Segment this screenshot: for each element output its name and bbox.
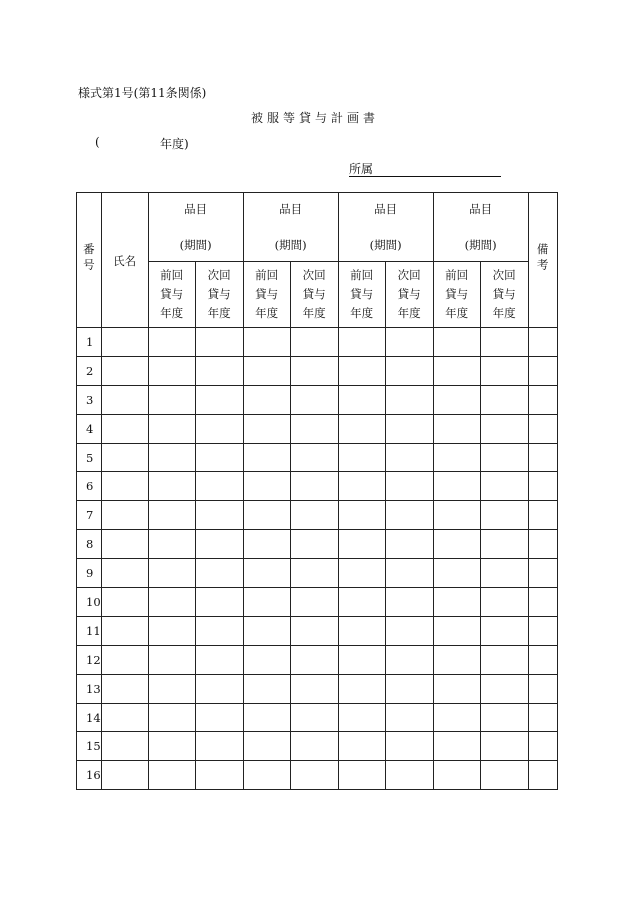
year-cell-blank[interactable] (338, 443, 385, 472)
year-cell-blank[interactable] (243, 732, 290, 761)
item-group-header (433, 193, 528, 262)
sub-header-line: 貸与 (255, 287, 279, 301)
year-cell-blank[interactable] (243, 530, 290, 559)
year-cell-blank[interactable] (480, 328, 528, 357)
row-number: 13 (77, 674, 102, 703)
year-cell-blank[interactable] (385, 703, 433, 732)
year-cell-blank[interactable] (480, 559, 528, 588)
row-number: 3 (77, 385, 102, 414)
sub-header-line: 年度 (492, 306, 516, 320)
table-row (77, 703, 558, 732)
table-row (77, 356, 558, 385)
year-cell-blank[interactable] (148, 645, 195, 674)
sub-header-line: 年度 (302, 306, 326, 320)
name-cell-blank[interactable] (101, 530, 148, 559)
year-cell-blank[interactable] (243, 703, 290, 732)
year-cell-blank[interactable] (243, 414, 290, 443)
row-number: 16 (77, 761, 102, 790)
next-lending-year-header (195, 262, 243, 328)
table-row (77, 501, 558, 530)
year-cell-blank[interactable] (480, 616, 528, 645)
year-cell-blank[interactable] (480, 443, 528, 472)
sub-header-line: 貸与 (207, 287, 231, 301)
year-cell-blank[interactable] (290, 616, 338, 645)
row-number: 12 (77, 645, 102, 674)
sub-header-line: 年度 (445, 306, 469, 320)
year-cell-blank[interactable] (148, 443, 195, 472)
name-cell-blank[interactable] (101, 674, 148, 703)
remarks-cell-blank[interactable] (528, 703, 557, 732)
year-cell-blank[interactable] (433, 559, 480, 588)
year-cell-blank[interactable] (480, 674, 528, 703)
year-cell-blank[interactable] (480, 385, 528, 414)
year-cell-blank[interactable] (148, 530, 195, 559)
remarks-cell-blank[interactable] (528, 761, 557, 790)
year-cell-blank[interactable] (338, 385, 385, 414)
period-label: (期間) (369, 238, 402, 252)
year-cell-blank[interactable] (433, 703, 480, 732)
previous-lending-year-header (433, 262, 480, 328)
year-cell-blank[interactable] (195, 530, 243, 559)
sub-header-line: 年度 (160, 306, 184, 320)
name-cell-blank[interactable] (101, 385, 148, 414)
year-cell-blank[interactable] (148, 414, 195, 443)
table-row (77, 530, 558, 559)
year-cell-blank[interactable] (148, 674, 195, 703)
year-cell-blank[interactable] (338, 761, 385, 790)
year-cell-blank[interactable] (385, 530, 433, 559)
table-row (77, 472, 558, 501)
year-cell-blank[interactable] (243, 328, 290, 357)
year-cell-blank[interactable] (243, 674, 290, 703)
year-cell-blank[interactable] (385, 732, 433, 761)
sub-header-line: 貸与 (350, 287, 374, 301)
year-cell-blank[interactable] (195, 588, 243, 617)
year-cell-blank[interactable] (148, 472, 195, 501)
form-label: 様式第1号(第11条関係) (78, 86, 207, 100)
remarks-cell-blank[interactable] (528, 645, 557, 674)
year-cell-blank[interactable] (290, 761, 338, 790)
remarks-cell-blank[interactable] (528, 501, 557, 530)
document-title: 被服等貸与計画書 (250, 111, 379, 125)
period-label: (期間) (274, 238, 307, 252)
table-row (77, 674, 558, 703)
sub-header-line: 貸与 (397, 287, 421, 301)
year-cell-blank[interactable] (148, 616, 195, 645)
year-cell-blank[interactable] (385, 443, 433, 472)
table-row (77, 588, 558, 617)
year-cell-blank[interactable] (480, 501, 528, 530)
table-row (77, 443, 558, 472)
remarks-cell-blank[interactable] (528, 356, 557, 385)
year-cell-blank[interactable] (433, 328, 480, 357)
year-cell-blank[interactable] (385, 356, 433, 385)
row-number: 7 (77, 501, 102, 530)
year-cell-blank[interactable] (243, 443, 290, 472)
year-cell-blank[interactable] (243, 385, 290, 414)
remarks-cell-blank[interactable] (528, 443, 557, 472)
sub-header-line: 貸与 (492, 287, 516, 301)
year-cell-blank[interactable] (480, 761, 528, 790)
year-cell-blank[interactable] (290, 530, 338, 559)
year-cell-blank[interactable] (290, 501, 338, 530)
year-cell-blank[interactable] (385, 501, 433, 530)
year-cell-blank[interactable] (385, 472, 433, 501)
row-number: 4 (77, 414, 102, 443)
year-cell-blank[interactable] (338, 501, 385, 530)
year-cell-blank[interactable] (480, 645, 528, 674)
year-cell-blank[interactable] (148, 328, 195, 357)
lending-plan-table (76, 192, 558, 790)
item-group-header (148, 193, 243, 262)
next-lending-year-header (385, 262, 433, 328)
year-cell-blank[interactable] (433, 645, 480, 674)
next-lending-year-header (290, 262, 338, 328)
previous-lending-year-header (148, 262, 195, 328)
remarks-cell-blank[interactable] (528, 616, 557, 645)
sub-header-line: 貸与 (160, 287, 184, 301)
year-cell-blank[interactable] (243, 472, 290, 501)
year-cell-blank[interactable] (338, 328, 385, 357)
row-number: 5 (77, 443, 102, 472)
name-cell-blank[interactable] (101, 443, 148, 472)
year-cell-blank[interactable] (195, 674, 243, 703)
row-number: 9 (77, 559, 102, 588)
table-row (77, 645, 558, 674)
year-cell-blank[interactable] (243, 559, 290, 588)
sub-header-line: 次回 (492, 268, 516, 282)
year-cell-blank[interactable] (195, 559, 243, 588)
year-cell-blank[interactable] (385, 588, 433, 617)
year-cell-blank[interactable] (148, 761, 195, 790)
sub-header-line: 次回 (207, 268, 231, 282)
previous-lending-year-header (243, 262, 290, 328)
row-number: 2 (77, 356, 102, 385)
sub-header-line: 前回 (445, 268, 469, 282)
table-row (77, 328, 558, 357)
year-cell-blank[interactable] (243, 616, 290, 645)
number-header: 番号 (77, 193, 102, 328)
row-number: 15 (77, 732, 102, 761)
name-cell-blank[interactable] (101, 559, 148, 588)
sub-header-line: 前回 (350, 268, 374, 282)
name-cell-blank[interactable] (101, 588, 148, 617)
year-cell-blank[interactable] (148, 501, 195, 530)
remarks-cell-blank[interactable] (528, 559, 557, 588)
remarks-cell-blank[interactable] (528, 472, 557, 501)
item-name-label: 品目 (184, 202, 208, 216)
name-cell-blank[interactable] (101, 616, 148, 645)
year-cell-blank[interactable] (433, 385, 480, 414)
year-cell-blank[interactable] (195, 414, 243, 443)
year-cell-blank[interactable] (338, 356, 385, 385)
name-cell-blank[interactable] (101, 732, 148, 761)
year-cell-blank[interactable] (480, 703, 528, 732)
name-cell-blank[interactable] (101, 761, 148, 790)
year-cell-blank[interactable] (385, 559, 433, 588)
year-cell-blank[interactable] (290, 472, 338, 501)
row-number: 6 (77, 472, 102, 501)
year-cell-blank[interactable] (290, 703, 338, 732)
year-cell-blank[interactable] (433, 501, 480, 530)
year-cell-blank[interactable] (433, 472, 480, 501)
year-cell-blank[interactable] (148, 732, 195, 761)
previous-lending-year-header (338, 262, 385, 328)
year-cell-blank[interactable] (338, 414, 385, 443)
year-cell-blank[interactable] (433, 616, 480, 645)
year-cell-blank[interactable] (195, 703, 243, 732)
year-cell-blank[interactable] (338, 703, 385, 732)
table-row (77, 732, 558, 761)
year-text: 年度) (160, 137, 189, 151)
sub-header-line: 年度 (207, 306, 231, 320)
row-number: 1 (77, 328, 102, 357)
year-cell-blank[interactable] (290, 443, 338, 472)
remarks-cell-blank[interactable] (528, 588, 557, 617)
item-name-label: 品目 (469, 202, 493, 216)
sub-header-line: 前回 (160, 268, 184, 282)
remarks-header: 備考 (528, 193, 557, 328)
item-group-header (243, 193, 338, 262)
year-cell-blank[interactable] (338, 559, 385, 588)
year-cell-blank[interactable] (338, 616, 385, 645)
remarks-cell-blank[interactable] (528, 530, 557, 559)
name-cell-blank[interactable] (101, 328, 148, 357)
remarks-cell-blank[interactable] (528, 385, 557, 414)
item-group-header (338, 193, 433, 262)
year-cell-blank[interactable] (385, 761, 433, 790)
year-cell-blank[interactable] (385, 645, 433, 674)
year-cell-blank[interactable] (433, 414, 480, 443)
year-cell-blank[interactable] (243, 356, 290, 385)
affiliation-field[interactable] (349, 160, 501, 177)
year-cell-blank[interactable] (480, 414, 528, 443)
year-cell-blank[interactable] (433, 588, 480, 617)
year-cell-blank[interactable] (338, 588, 385, 617)
year-cell-blank[interactable] (148, 559, 195, 588)
name-cell-blank[interactable] (101, 703, 148, 732)
table-row (77, 616, 558, 645)
year-cell-blank[interactable] (385, 414, 433, 443)
next-lending-year-header (480, 262, 528, 328)
sub-header-line: 年度 (397, 306, 421, 320)
period-label: (期間) (464, 238, 497, 252)
affiliation-label: 所属 (349, 162, 374, 176)
year-cell-blank[interactable] (243, 761, 290, 790)
name-cell-blank[interactable] (101, 414, 148, 443)
fiscal-year-line (95, 135, 189, 151)
sub-header-line: 次回 (302, 268, 326, 282)
year-cell-blank[interactable] (385, 616, 433, 645)
year-cell-blank[interactable] (195, 443, 243, 472)
year-open-paren: ( (95, 135, 100, 149)
year-cell-blank[interactable] (433, 732, 480, 761)
year-cell-blank[interactable] (290, 328, 338, 357)
remarks-cell-blank[interactable] (528, 328, 557, 357)
year-cell-blank[interactable] (433, 356, 480, 385)
name-cell-blank[interactable] (101, 645, 148, 674)
item-name-label: 品目 (374, 202, 398, 216)
year-cell-blank[interactable] (195, 328, 243, 357)
sub-header-line: 次回 (397, 268, 421, 282)
name-cell-blank[interactable] (101, 356, 148, 385)
year-cell-blank[interactable] (148, 385, 195, 414)
year-cell-blank[interactable] (195, 732, 243, 761)
year-cell-blank[interactable] (480, 472, 528, 501)
year-cell-blank[interactable] (338, 530, 385, 559)
year-cell-blank[interactable] (433, 674, 480, 703)
row-number: 14 (77, 703, 102, 732)
year-cell-blank[interactable] (148, 703, 195, 732)
table-row (77, 761, 558, 790)
table-row (77, 414, 558, 443)
year-cell-blank[interactable] (433, 530, 480, 559)
year-cell-blank[interactable] (433, 761, 480, 790)
sub-header-line: 年度 (350, 306, 374, 320)
year-cell-blank[interactable] (385, 328, 433, 357)
table-row (77, 385, 558, 414)
year-cell-blank[interactable] (195, 501, 243, 530)
year-cell-blank[interactable] (243, 588, 290, 617)
year-cell-blank[interactable] (195, 472, 243, 501)
item-name-label: 品目 (279, 202, 303, 216)
year-cell-blank[interactable] (433, 443, 480, 472)
year-cell-blank[interactable] (148, 356, 195, 385)
name-header: 氏名 (101, 193, 148, 328)
year-cell-blank[interactable] (290, 414, 338, 443)
year-cell-blank[interactable] (243, 645, 290, 674)
remarks-cell-blank[interactable] (528, 732, 557, 761)
sub-header-line: 貸与 (445, 287, 469, 301)
year-cell-blank[interactable] (480, 530, 528, 559)
sub-header-line: 年度 (255, 306, 279, 320)
row-number: 11 (77, 616, 102, 645)
row-number: 8 (77, 530, 102, 559)
year-cell-blank[interactable] (338, 732, 385, 761)
year-cell-blank[interactable] (290, 559, 338, 588)
name-cell-blank[interactable] (101, 501, 148, 530)
year-cell-blank[interactable] (385, 385, 433, 414)
sub-header-line: 前回 (255, 268, 279, 282)
year-cell-blank[interactable] (338, 472, 385, 501)
affiliation-blank[interactable] (373, 162, 501, 177)
year-cell-blank[interactable] (243, 501, 290, 530)
year-cell-blank[interactable] (385, 674, 433, 703)
year-cell-blank[interactable] (195, 616, 243, 645)
year-cell-blank[interactable] (338, 674, 385, 703)
year-cell-blank[interactable] (480, 588, 528, 617)
period-label: (期間) (179, 238, 212, 252)
year-cell-blank[interactable] (148, 588, 195, 617)
year-cell-blank[interactable] (290, 674, 338, 703)
row-number: 10 (77, 588, 102, 617)
remarks-cell-blank[interactable] (528, 414, 557, 443)
year-cell-blank[interactable] (290, 356, 338, 385)
name-cell-blank[interactable] (101, 472, 148, 501)
year-cell-blank[interactable] (480, 732, 528, 761)
year-cell-blank[interactable] (195, 645, 243, 674)
sub-header-line: 貸与 (302, 287, 326, 301)
year-cell-blank[interactable] (290, 588, 338, 617)
year-cell-blank[interactable] (290, 385, 338, 414)
year-cell-blank[interactable] (480, 356, 528, 385)
year-cell-blank[interactable] (195, 761, 243, 790)
year-cell-blank[interactable] (290, 645, 338, 674)
year-cell-blank[interactable] (290, 732, 338, 761)
year-cell-blank[interactable] (195, 356, 243, 385)
table-row (77, 559, 558, 588)
remarks-cell-blank[interactable] (528, 674, 557, 703)
year-cell-blank[interactable] (338, 645, 385, 674)
year-cell-blank[interactable] (195, 385, 243, 414)
